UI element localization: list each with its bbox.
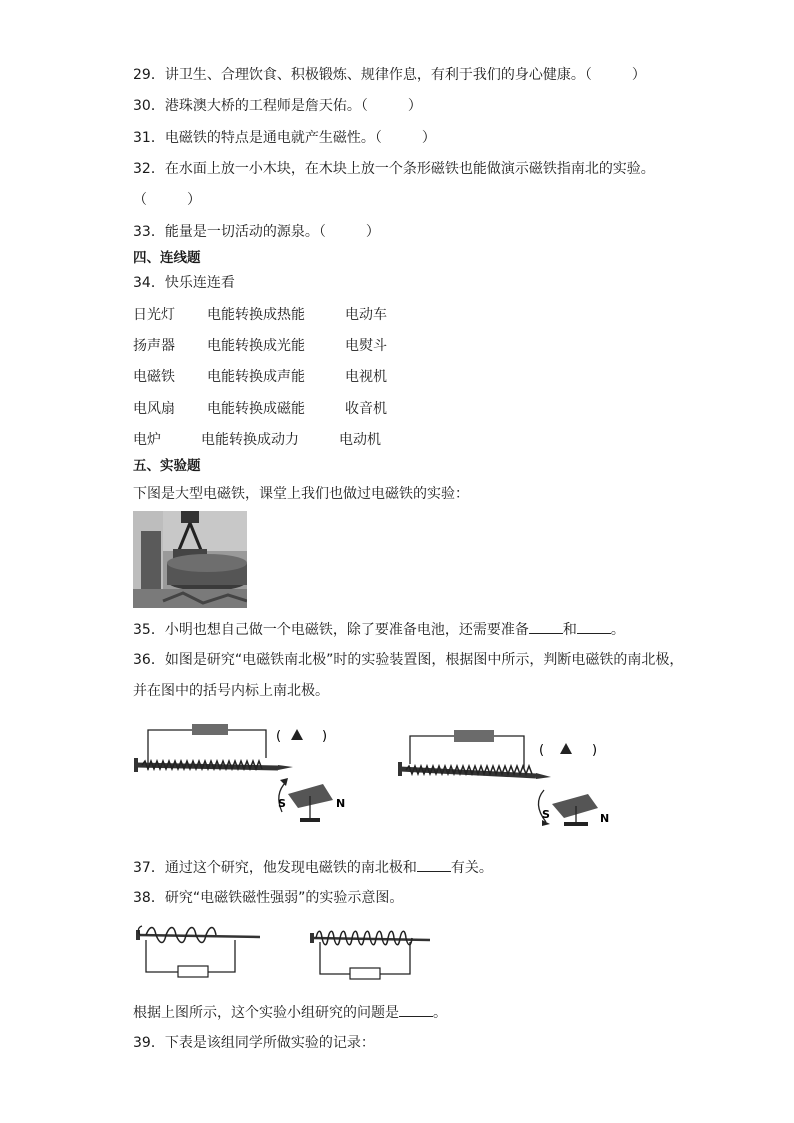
pole-bracket-close[interactable]: ) [592,743,598,758]
electromagnet-photo [133,511,247,608]
question-30: 30．港珠澳大桥的工程师是詹天佑。（ ） [133,98,422,114]
compass-needle-icon [552,794,598,818]
resistor [192,724,228,735]
match-right-5[interactable]: 电动机 [339,432,381,448]
compass-s-label: S [278,797,286,810]
question-32-answer: （ ） [133,192,201,208]
question-35: 35．小明也想自己做一个电磁铁，除了要准备电池，还需要准备 和 。 [133,622,625,638]
question-33: 33．能量是一切活动的源泉。（ ） [133,224,380,240]
section-4-heading: 四、连线题 [133,250,201,266]
match-mid-2[interactable]: 电能转换成光能 [207,338,305,354]
answer-blank-38[interactable] [399,1003,433,1017]
pole-marker-icon [560,743,572,754]
pole-bracket-open[interactable]: ( [539,743,545,758]
match-mid-1[interactable]: 电能转换成热能 [207,307,305,323]
resistor [350,968,380,979]
question-34: 34．快乐连连看 [133,275,235,291]
question-38: 38．研究“电磁铁磁性强弱”的实验示意图。 [133,890,404,906]
question-38-answer: 根据上图所示，这个实验小组研究的问题是 。 [133,1005,447,1021]
answer-blank-35-1[interactable] [529,620,563,634]
question-31-text: 31．电磁铁的特点是通电就产生磁性。（ [133,130,382,146]
pole-bracket-open[interactable]: ( [276,729,282,744]
answer-blank-35-2[interactable] [577,620,611,634]
match-left-2[interactable]: 扬声器 [133,338,175,354]
section-5-heading: 五、实验题 [133,458,201,474]
question-29-text: 29．讲卫生、合理饮食、积极锻炼、规律作息，有利于我们的身心健康。（ [133,67,592,83]
question-33-text: 33．能量是一切活动的源泉。（ [133,224,326,240]
question-36-line-1: 36．如图是研究“电磁铁南北极”时的实验装置图，根据图中所示，判断电磁铁的南北极， [133,652,684,668]
electromagnet-photo-drawing [133,511,247,608]
question-29: 29．讲卫生、合理饮食、积极锻炼、规律作息，有利于我们的身心健康。（ ） [133,67,646,83]
match-mid-5[interactable]: 电能转换成动力 [201,432,299,448]
question-39: 39．下表是该组同学所做实验的记录： [133,1035,375,1051]
match-left-1[interactable]: 日光灯 [133,307,175,323]
resistor [178,966,208,977]
match-left-5[interactable]: 电炉 [133,432,161,448]
match-right-3[interactable]: 电视机 [345,369,387,385]
compass-n-label: N [336,797,346,810]
match-left-3[interactable]: 电磁铁 [133,369,175,385]
section-5-intro: 下图是大型电磁铁，课堂上我们也做过电磁铁的实验： [133,486,469,502]
question-30-text: 30．港珠澳大桥的工程师是詹天佑。（ [133,98,368,114]
match-mid-3[interactable]: 电能转换成声能 [207,369,305,385]
pole-marker-icon [291,729,303,740]
question-32 [133,160,655,178]
question-37: 37．通过这个研究，他发现电磁铁的南北极和 有关。 [133,860,493,876]
match-right-2[interactable]: 电熨斗 [345,338,387,354]
match-right-4[interactable]: 收音机 [345,401,387,417]
compass-n-label: N [600,812,610,825]
pole-bracket-close[interactable]: ) [322,729,328,744]
question-32-text: 32．在水面上放一小木块，在木块上放一个条形磁铁也能做演示磁铁指南北的实验。 [133,161,655,177]
resistor [454,730,494,742]
magnet-strength-diagram [130,912,450,992]
electromagnet-diagram-right [396,724,626,844]
compass-s-label: S [542,808,550,821]
electromagnet-diagram-left [128,718,348,838]
question-36-line-2: 并在图中的括号内标上南北极。 [133,683,329,699]
match-right-1[interactable]: 电动车 [345,307,387,323]
question-31: 31．电磁铁的特点是通电就产生磁性。（ ） [133,130,436,146]
answer-blank-37[interactable] [417,858,451,872]
match-left-4[interactable]: 电风扇 [133,401,175,417]
match-mid-4[interactable]: 电能转换成磁能 [207,401,305,417]
